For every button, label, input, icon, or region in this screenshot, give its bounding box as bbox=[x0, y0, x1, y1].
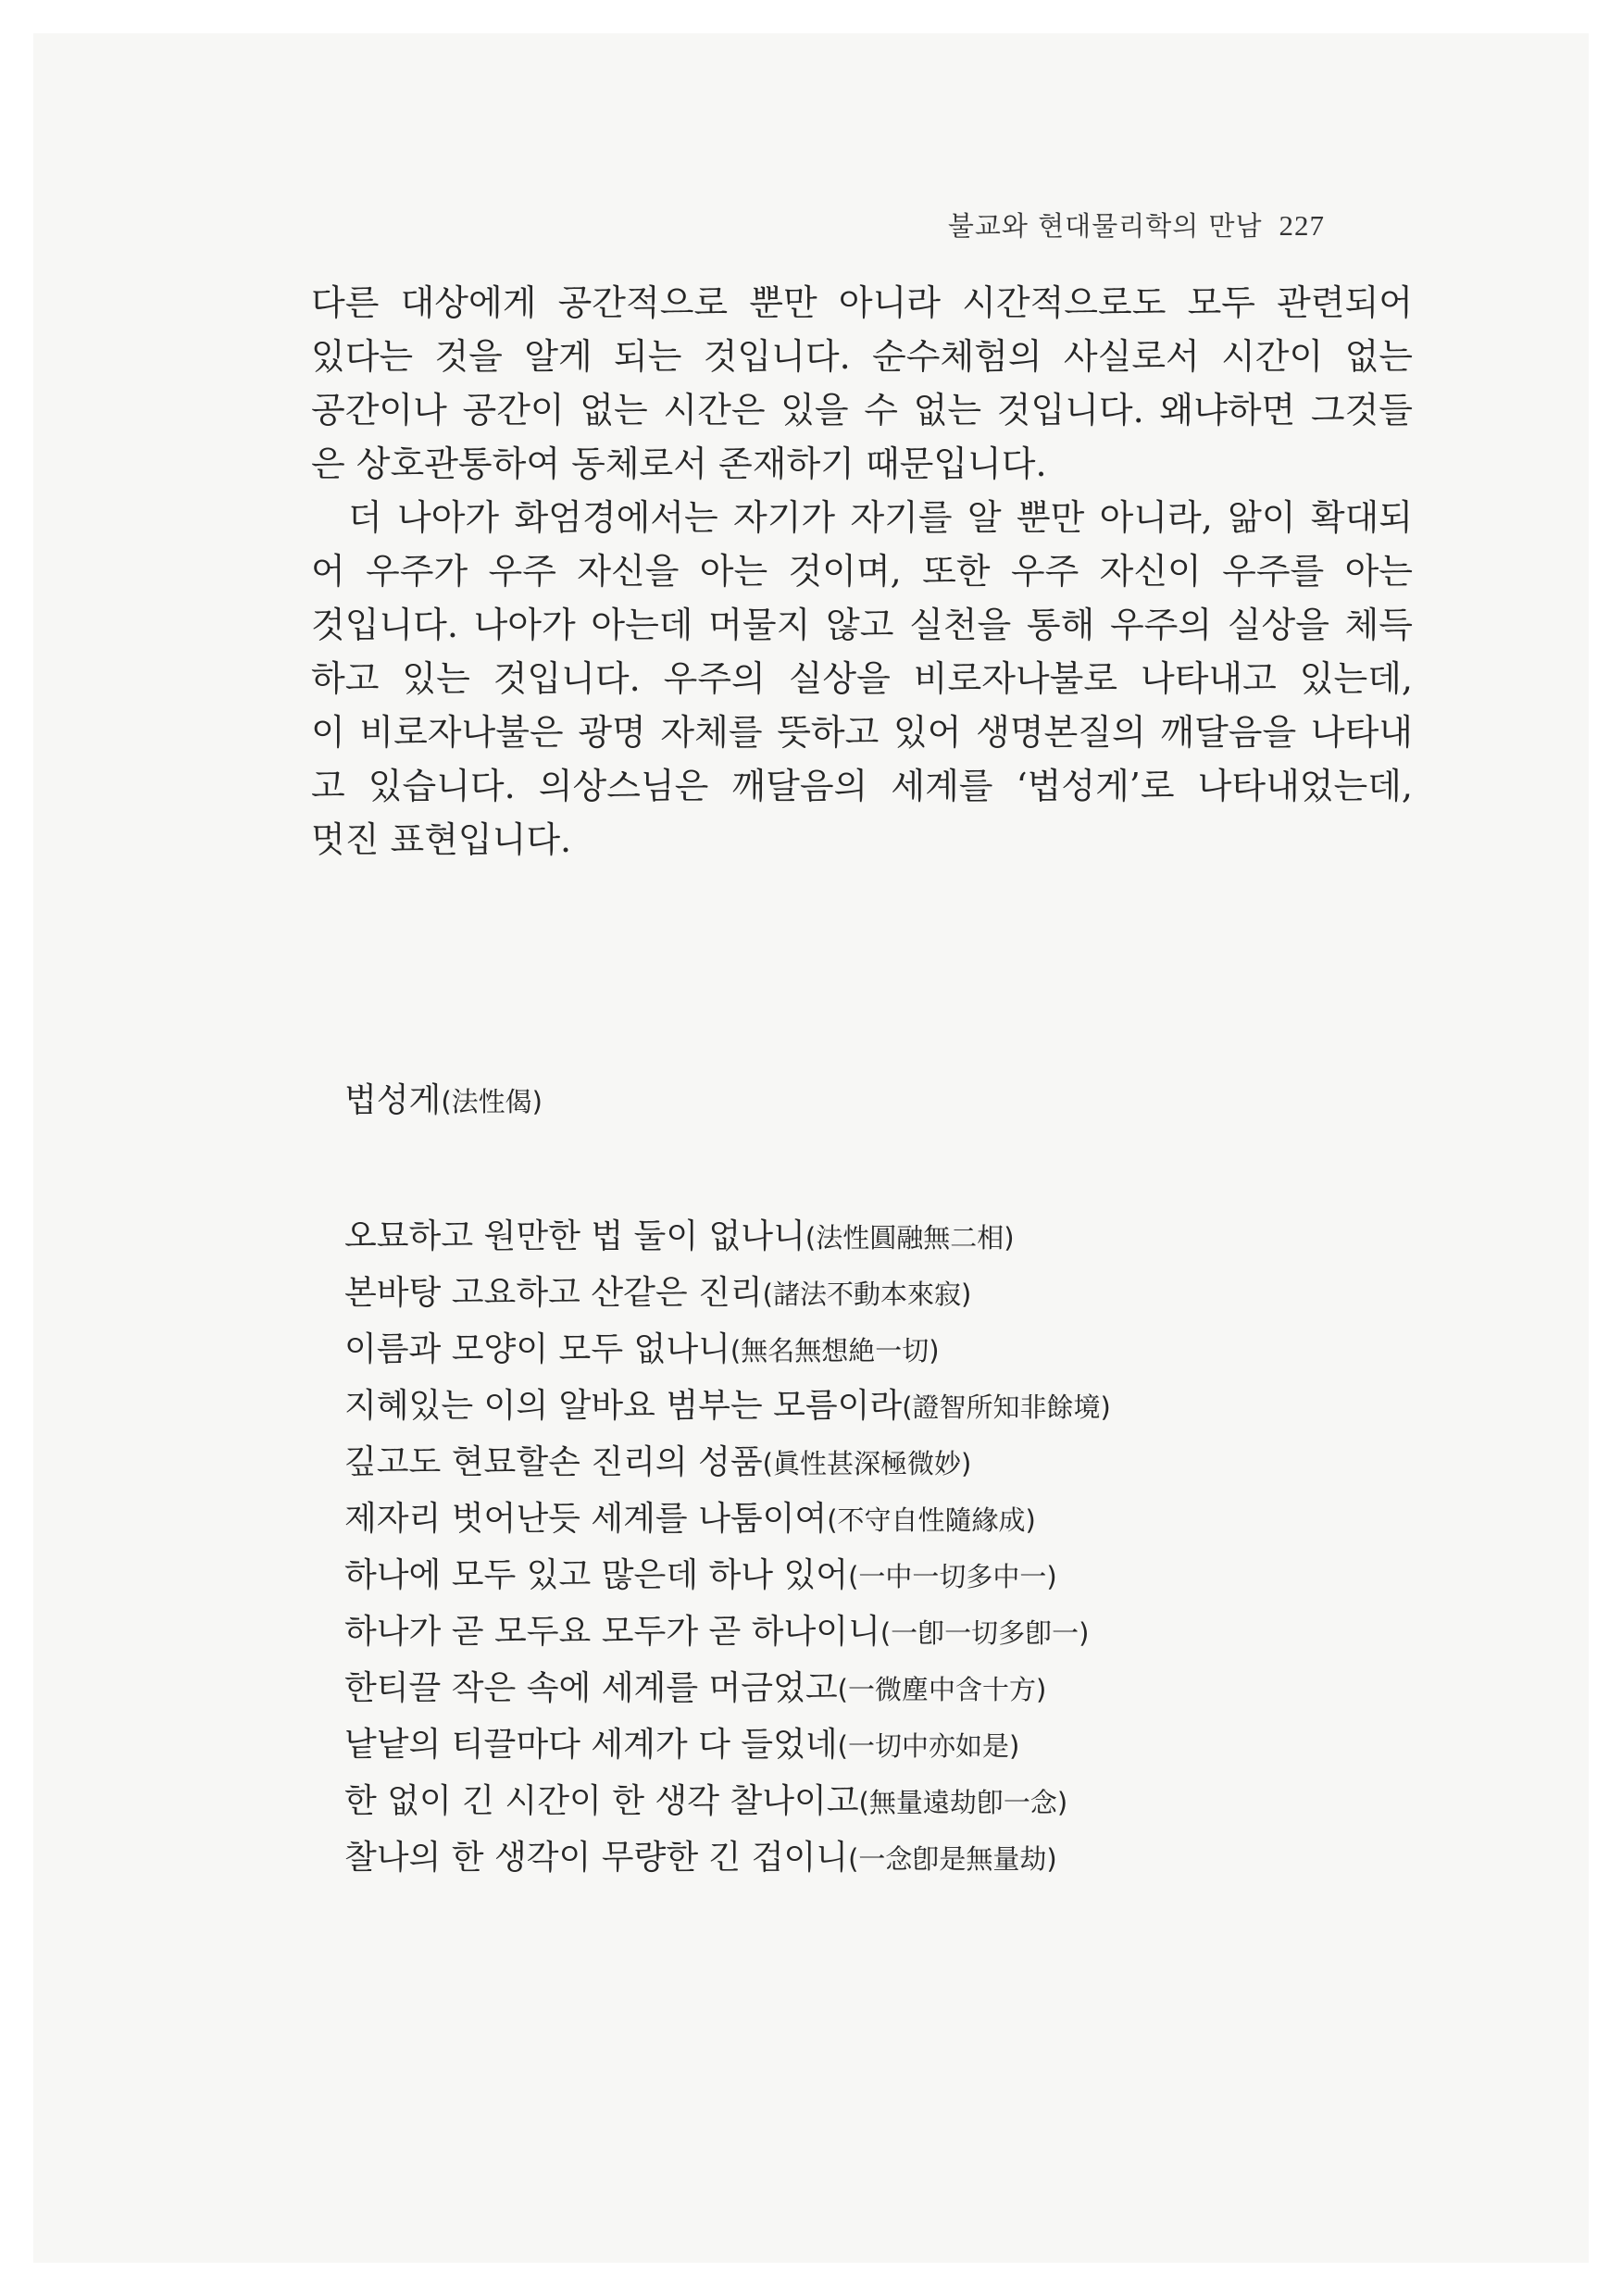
poem-line bbox=[344, 1209, 1111, 1266]
book-page bbox=[33, 33, 1589, 2263]
poem-line-hanja: (法性圓融無二相) bbox=[805, 1222, 1015, 1254]
poem-line-hanja: (一微塵中含十方) bbox=[837, 1674, 1047, 1705]
text-line: 고 있습니다. 의상스님은 깨달음의 세계를 ‘법성게’로 나타내었는데, bbox=[311, 766, 1413, 806]
poem-line-korean: 이름과 모양이 모두 없나니 bbox=[344, 1330, 730, 1368]
text-line: 더 나아가 화엄경에서는 자기가 자기를 알 뿐만 아니라, 앎이 확대되 bbox=[348, 497, 1413, 538]
poem-line-hanja: (眞性甚深極微妙) bbox=[762, 1448, 972, 1479]
poem-line-korean: 본바탕 고요하고 산같은 진리 bbox=[344, 1274, 763, 1312]
poem-line bbox=[344, 1435, 1111, 1491]
poem-line-korean: 오묘하고 원만한 법 둘이 없나니 bbox=[344, 1217, 805, 1255]
poem-line-hanja: (諸法不動本來寂) bbox=[762, 1279, 972, 1310]
poem-line-korean: 하나가 곧 모두요 모두가 곧 하나이니 bbox=[344, 1613, 880, 1651]
text-line: 어 우주가 우주 자신을 아는 것이며, 또한 우주 자신이 우주를 아는 bbox=[311, 551, 1413, 592]
poem-line-hanja: (一中一切多中一) bbox=[848, 1561, 1057, 1592]
poem-line bbox=[344, 1491, 1111, 1548]
paragraph-2 bbox=[311, 491, 1413, 867]
page-number: 227 bbox=[1279, 209, 1325, 242]
text-line: 다른 대상에게 공간적으로 뿐만 아니라 시간적으로도 모두 관련되어 bbox=[311, 282, 1413, 323]
poem-line-korean: 찰나의 한 생각이 무량한 긴 겁이니 bbox=[344, 1839, 849, 1877]
poem-line bbox=[344, 1379, 1111, 1435]
poem-line-hanja: (一切中亦如是) bbox=[837, 1730, 1020, 1762]
paragraph-1 bbox=[311, 276, 1413, 491]
running-header-title: 불교와 현대물리학의 만남 bbox=[947, 210, 1263, 242]
poem-line-korean: 지혜있는 이의 알바요 범부는 모름이라 bbox=[344, 1387, 903, 1425]
poem-line-korean: 낱낱의 티끌마다 세계가 다 들었네 bbox=[344, 1726, 838, 1764]
poem-line-korean: 제자리 벗어난듯 세계를 나툼이여 bbox=[344, 1500, 828, 1538]
poem-line-korean: 한 없이 긴 시간이 한 생각 찰나이고 bbox=[344, 1782, 859, 1820]
poem-line bbox=[344, 1266, 1111, 1322]
poem-line-hanja: (一卽一切多卽一) bbox=[880, 1617, 1090, 1649]
text-line: 있다는 것을 알게 되는 것입니다. 순수체험의 사실로서 시간이 없는 bbox=[311, 336, 1413, 377]
poem-line bbox=[344, 1604, 1111, 1661]
poem-line bbox=[344, 1830, 1111, 1887]
poem-title-hanja: (法性偈) bbox=[441, 1086, 543, 1117]
poem-line-korean: 하나에 모두 있고 많은데 하나 있어 bbox=[344, 1556, 849, 1594]
poem-line bbox=[344, 1774, 1111, 1830]
text-line: 하고 있는 것입니다. 우주의 실상을 비로자나불로 나타내고 있는데, bbox=[311, 658, 1413, 699]
text-line: 이 비로자나불은 광명 자체를 뜻하고 있어 생명본질의 깨달음을 나타내 bbox=[311, 712, 1413, 753]
poem-line-korean: 깊고도 현묘할손 진리의 성품 bbox=[344, 1443, 763, 1481]
poem-line bbox=[344, 1717, 1111, 1774]
poem-line-hanja: (無量遠劫卽一念) bbox=[858, 1787, 1068, 1818]
poem-line-hanja: (不守自性隨緣成) bbox=[827, 1504, 1036, 1536]
text-line: 것입니다. 나아가 아는데 머물지 않고 실천을 통해 우주의 실상을 체득 bbox=[311, 605, 1413, 645]
poem-title-korean: 법성게 bbox=[344, 1081, 442, 1119]
poem-line bbox=[344, 1661, 1111, 1717]
running-header bbox=[948, 206, 1325, 243]
poem-line-korean: 한티끌 작은 속에 세계를 머금었고 bbox=[344, 1669, 838, 1707]
poem-line bbox=[344, 1548, 1111, 1604]
poem-line-hanja: (證智所知非餘境) bbox=[902, 1391, 1111, 1423]
poem-line-hanja: (一念卽是無量劫) bbox=[848, 1843, 1057, 1875]
poem-title bbox=[344, 1074, 543, 1121]
text-line: 공간이나 공간이 없는 시간은 있을 수 없는 것입니다. 왜냐하면 그것들 bbox=[311, 390, 1413, 430]
body-text bbox=[311, 276, 1413, 867]
poem-line bbox=[344, 1322, 1111, 1379]
poem-verses bbox=[344, 1209, 1111, 1887]
poem-line-hanja: (無名無想絶一切) bbox=[730, 1335, 940, 1366]
text-line: 은 상호관통하여 동체로서 존재하기 때문입니다. bbox=[311, 443, 1047, 484]
text-line: 멋진 표현입니다. bbox=[311, 819, 572, 860]
